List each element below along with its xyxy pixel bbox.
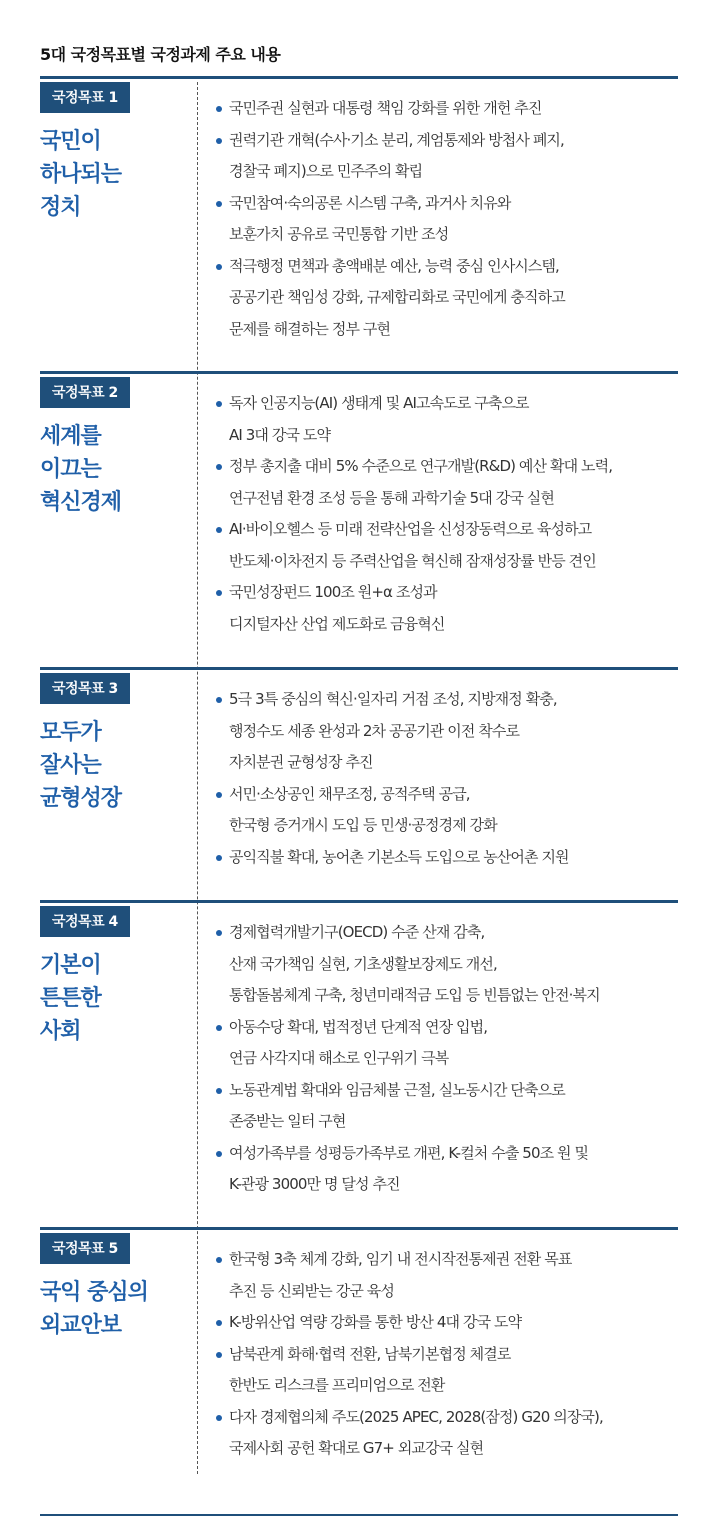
goal-name-line: 정치 [40,195,81,220]
goal-name-line: 모두가 [40,720,101,745]
goal-name-line: 기본이 [40,953,101,978]
goal-section-3 [40,667,678,866]
list-item-line: 보훈가치 공유로 국민통합 기반 조성 [229,225,449,243]
bullet-icon [216,1257,222,1263]
list-item-line: 경제협력개발기구(OECD) 수준 산재 감축, [229,923,485,941]
bottom-rule [40,1514,678,1516]
list-item [216,1012,678,1075]
bullet-icon [216,1352,222,1358]
goal-badge: 국정목표 3 [40,673,130,704]
goal-name [40,1276,148,1342]
list-item-line: 국민성장펀드 100조 원+α 조성과 [229,583,437,601]
bullet-icon [216,201,222,207]
list-item-line: 노동관계법 확대와 임금체불 근절, 실노동시간 단축으로 [229,1080,565,1099]
goal-badge: 국정목표 2 [40,377,130,408]
bullet-icon [216,527,222,533]
bullet-icon [216,138,222,144]
list-item-line: K-방위산업 역량 강화를 통한 방산 4대 강국 도약 [229,1313,522,1331]
list-item [216,1307,678,1339]
list-item-line: 존중받는 일터 구현 [229,1112,346,1130]
bullet-icon [216,855,222,861]
list-item-line: 문제를 해결하는 정부 구현 [229,319,391,338]
goal-name [40,420,121,519]
list-item-line: 독자 인공지능(AI) 생태계 및 AI고속도로 구축으로 [229,394,529,412]
bullet-icon [216,792,222,798]
list-item-line: 산재 국가책임 실현, 기초생활보장제도 개선, [229,954,497,973]
list-item-line: 디지털자산 산업 제도화로 금융혁신 [229,614,445,633]
goal-name-line: 하나되는 [40,162,122,187]
list-item-line: 아동수당 확대, 법적정년 단계적 연장 입법, [229,1017,488,1036]
list-item [216,514,678,577]
list-item-line: 5극 3특 중심의 혁신·일자리 거점 조성, 지방재정 확충, [229,690,557,708]
list-item-line: 서민·소상공인 채무조정, 공적주택 공급, [229,784,470,803]
list-item-line: 공익직불 확대, 농어촌 기본소득 도입으로 농산어촌 지원 [229,847,569,866]
goal-name-line: 외교안보 [40,1313,122,1338]
bullet-icon [216,1415,222,1421]
goal-badge: 국정목표 1 [40,82,130,113]
goal-name-line: 국익 중심의 [40,1280,148,1305]
list-item-line: 반도체·이차전지 등 주력산업을 혁신해 잠재성장률 반등 견인 [229,551,596,570]
goal-name [40,125,121,224]
list-item-line: 통합돌봄체계 구축, 청년미래적금 도입 등 빈틈없는 안전·복지 [229,986,600,1004]
list-item-line: 국민참여·숙의공론 시스템 구축, 과거사 치유와 [229,193,511,212]
list-item-line: 공공기관 책임성 강화, 규제합리화로 국민에게 충직하고 [229,288,565,306]
bullet-icon [216,697,222,703]
list-item-line: AI·바이오헬스 등 미래 전략산업을 신성장동력으로 육성하고 [229,520,592,538]
list-item-line: K-관광 3000만 명 달성 추진 [229,1175,400,1193]
goal-items [216,93,678,345]
goal-name-line: 균형성장 [40,786,122,811]
goal-section-1 [40,76,678,338]
list-item [216,125,678,188]
list-item-line: 적극행정 면책과 총액배분 예산, 능력 중심 인사시스템, [229,256,559,275]
list-item-line: 연구전념 환경 조성 등을 통해 과학기술 5대 강국 실현 [229,488,554,507]
bullet-icon [216,930,222,936]
goal-items [216,684,678,873]
bullet-icon [216,1320,222,1326]
bullet-icon [216,106,222,112]
column-divider [197,82,198,1474]
list-item-line: 행정수도 세종 완성과 2차 공공기관 이전 착수로 [229,721,520,740]
goal-name-line: 잘사는 [40,753,101,778]
list-item-line: 다자 경제협의체 주도(2025 APEC, 2028(잠정) G20 의장국), [229,1407,603,1426]
bullet-icon [216,464,222,470]
list-item [216,93,678,125]
bullet-icon [216,1151,222,1157]
list-item [216,1138,678,1201]
goal-items [216,1244,678,1465]
list-item-line: 한반도 리스크를 프리미엄으로 전환 [229,1376,445,1394]
goal-name-line: 세계를 [40,424,101,449]
bullet-icon [216,1088,222,1094]
list-item-line: 국제사회 공헌 확대로 G7+ 외교강국 실현 [229,1439,484,1457]
page-title: 5대 국정목표별 국정과제 주요 내용 [40,45,281,64]
goal-section-5 [40,1227,678,1457]
goal-name-line: 이끄는 [40,457,101,482]
goal-name-line: 혁신경제 [40,490,122,515]
goal-items [216,917,678,1201]
list-item [216,451,678,514]
list-item [216,251,678,346]
list-item-line: 추진 등 신뢰받는 강군 육성 [229,1281,394,1300]
list-item-line: 국민주권 실현과 대통령 책임 강화를 위한 개헌 추진 [229,99,542,117]
list-item-line: 한국형 증거개시 도입 등 민생·공정경제 강화 [229,816,497,834]
list-item [216,188,678,251]
bullet-icon [216,401,222,407]
list-item [216,684,678,779]
list-item-line: 권력기관 개혁(수사·기소 분리, 계엄통제와 방첩사 폐지, [229,130,564,149]
list-item [216,779,678,842]
list-item-line: 한국형 3축 체계 강화, 임기 내 전시작전통제권 전환 목표 [229,1250,572,1268]
goal-badge: 국정목표 4 [40,906,130,937]
list-item-line: 경찰국 폐지)으로 민주주의 확립 [229,162,423,180]
list-item [216,388,678,451]
bullet-icon [216,590,222,596]
goal-name-line: 튼튼한 [40,986,101,1011]
list-item-line: 남북관계 화해·협력 전환, 남북기본협정 체결로 [229,1344,511,1363]
goal-items [216,388,678,640]
bullet-icon [216,264,222,270]
goal-badge: 국정목표 5 [40,1233,130,1264]
list-item [216,1244,678,1307]
list-item [216,1075,678,1138]
list-item [216,577,678,640]
bullet-icon [216,1025,222,1031]
list-item-line: 연금 사각지대 해소로 인구위기 극복 [229,1049,449,1067]
list-item [216,842,678,874]
goal-name [40,949,101,1048]
goal-name [40,716,121,815]
list-item-line: AI 3대 강국 도약 [229,425,331,444]
list-item [216,1339,678,1402]
list-item-line: 자치분권 균형성장 추진 [229,753,373,771]
list-item-line: 여성가족부를 성평등가족부로 개편, K-컬처 수출 50조 원 및 [229,1143,589,1162]
goal-name-line: 국민이 [40,129,101,154]
goal-name-line: 사회 [40,1019,81,1044]
goal-section-2 [40,371,678,633]
list-item [216,1402,678,1465]
list-item-line: 정부 총지출 대비 5% 수준으로 연구개발(R&D) 예산 확대 노력, [229,457,613,475]
list-item [216,917,678,1012]
goal-section-4 [40,900,678,1193]
